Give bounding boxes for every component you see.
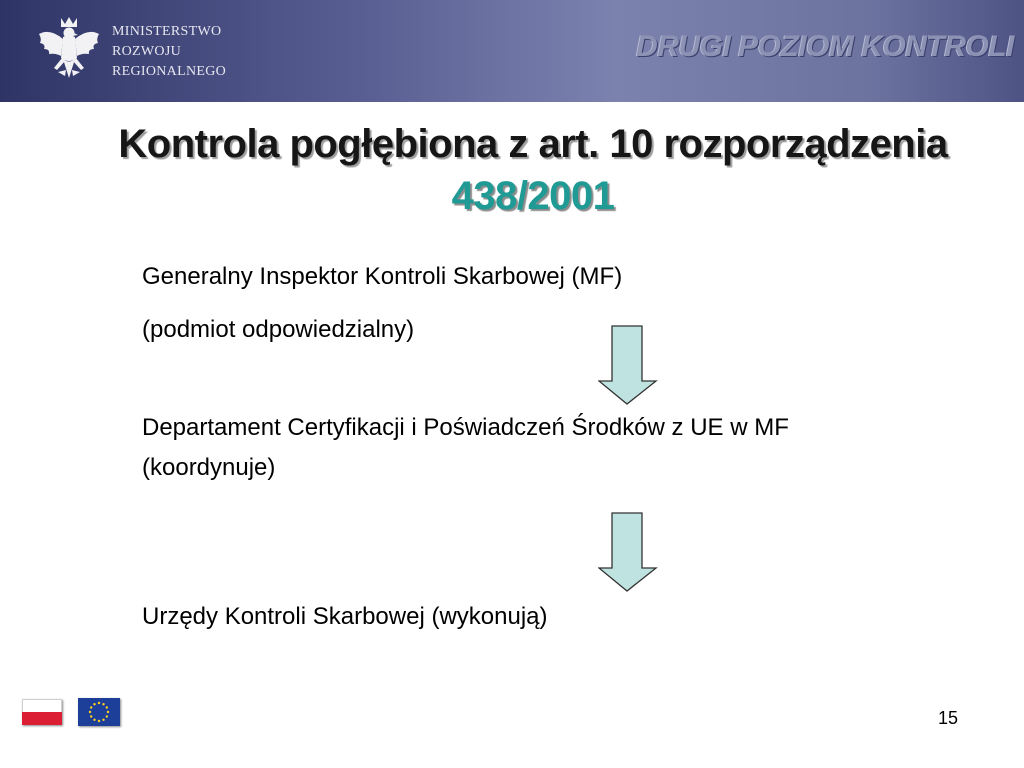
ministry-name bbox=[112, 22, 226, 82]
down-arrow-icon bbox=[598, 512, 658, 592]
item-1-line-2: (podmiot odpowiedzialny) bbox=[142, 316, 415, 343]
slide-title-line-2: 438/2001 bbox=[451, 174, 615, 218]
ministry-line-1: MINISTERSTWO bbox=[112, 24, 222, 39]
ministry-line-2: ROZWOJU bbox=[112, 44, 181, 59]
eu-flag-icon bbox=[78, 698, 120, 726]
item-3: Urzędy Kontroli Skarbowej (wykonują) bbox=[142, 603, 548, 630]
eagle-emblem-icon bbox=[36, 14, 102, 88]
poland-flag-icon bbox=[22, 699, 62, 725]
item-2-line-1: Departament Certyfikacji i Poświadczeń Środków z UE w MF bbox=[142, 414, 789, 441]
slide-title-line-1: Kontrola pogłębiona z art. 10 rozporządzenia bbox=[118, 122, 948, 166]
header-title: DRUGI POZIOM KONTROLI bbox=[636, 30, 1014, 63]
down-arrow-icon bbox=[598, 325, 658, 405]
header-banner bbox=[0, 0, 1024, 102]
ministry-line-3: REGIONALNEGO bbox=[112, 64, 227, 79]
slide-title bbox=[0, 118, 1024, 222]
item-2-line-2: (koordynuje) bbox=[142, 454, 276, 481]
page-number: 15 bbox=[938, 708, 959, 728]
item-1-line-1: Generalny Inspektor Kontroli Skarbowej (MF) bbox=[142, 263, 623, 290]
